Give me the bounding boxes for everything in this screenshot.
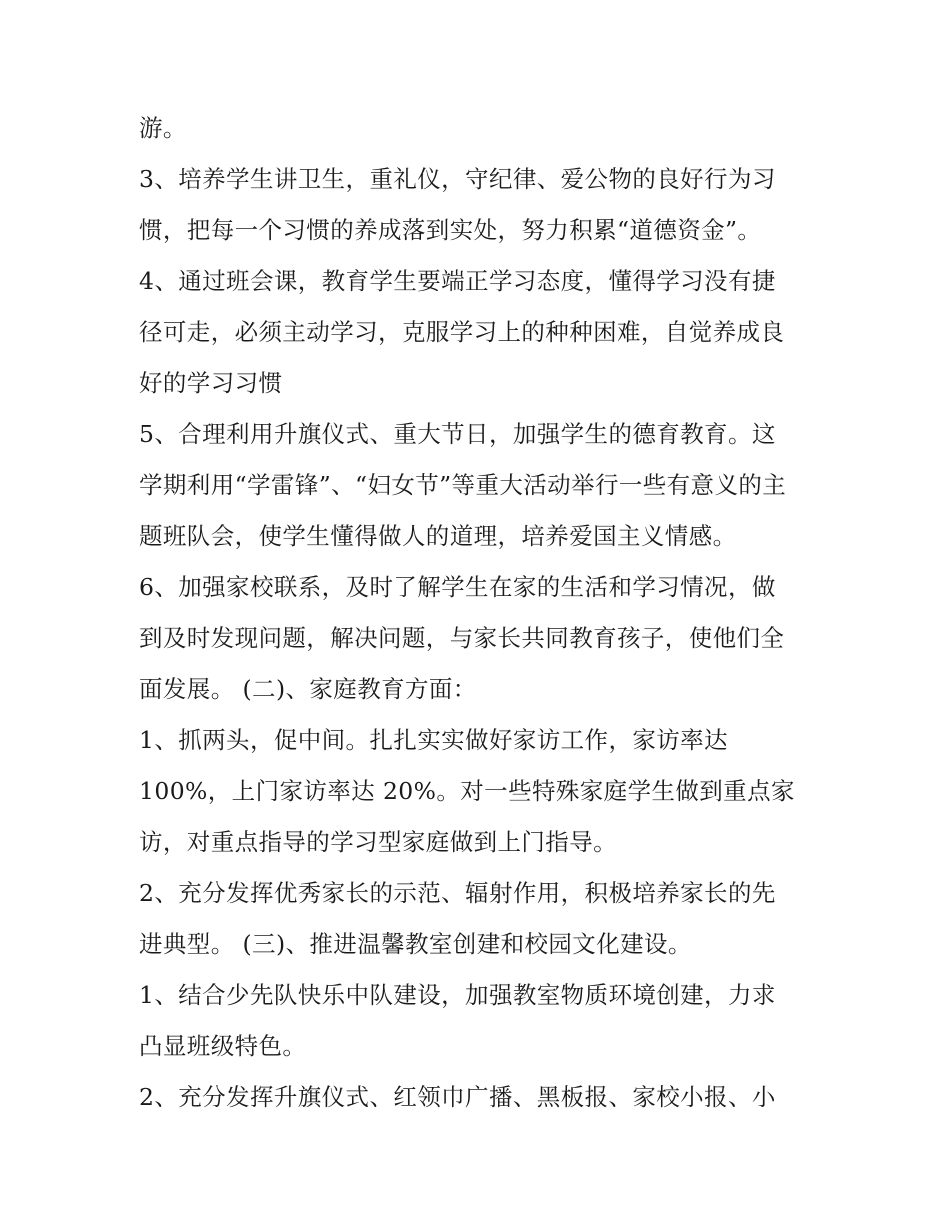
text-line: 1、抓两头，促中间。扎扎实实做好家访工作，家访率达 (139, 726, 728, 754)
text-line: 访，对重点指导的学习型家庭做到上门指导。 (139, 828, 617, 856)
text-line: 进典型。 (三)、推进温馨教室创建和校园文化建设。 (139, 930, 692, 958)
text-line: 惯，把每一个习惯的养成落到实处，努力积累“道德资金”。 (139, 216, 762, 244)
text-line: 4、通过班会课，教育学生要端正学习态度，懂得学习没有捷 (139, 267, 776, 295)
text-line: 学期利用“学雷锋”、“妇女节”等重大活动举行一些有意义的主 (139, 471, 787, 499)
text-line: 好的学习习惯 (139, 369, 283, 397)
text-line: 径可走，必须主动学习，克服学习上的种种困难，自觉养成良 (139, 318, 785, 346)
document-body (139, 103, 839, 1123)
text-line: 游。 (139, 114, 187, 142)
text-line: 凸显班级特色。 (139, 1032, 307, 1060)
text-line: 6、加强家校联系，及时了解学生在家的生活和学习情况，做 (139, 573, 776, 601)
text-line: 3、培养学生讲卫生，重礼仪，守纪律、爱公物的良好行为习 (139, 165, 776, 193)
text-line: 5、合理利用升旗仪式、重大节日，加强学生的德育教育。这 (139, 420, 776, 448)
text-line: 1、结合少先队快乐中队建设，加强教室物质环境创建，力求 (139, 981, 776, 1009)
text-line: 到及时发现问题，解决问题，与家长共同教育孩子，使他们全 (139, 624, 785, 652)
text-line: 2、充分发挥优秀家长的示范、辐射作用，积极培养家长的先 (139, 879, 776, 907)
text-line: 面发展。 (二)、家庭教育方面： (139, 675, 477, 703)
text-line: 2、充分发挥升旗仪式、红领巾广播、黑板报、家校小报、小 (139, 1083, 776, 1111)
text-line: 100%，上门家访率达 20%。对一些特殊家庭学生做到重点家 (139, 777, 795, 805)
text-line: 题班队会，使学生懂得做人的道理，培养爱国主义情感。 (139, 522, 737, 550)
